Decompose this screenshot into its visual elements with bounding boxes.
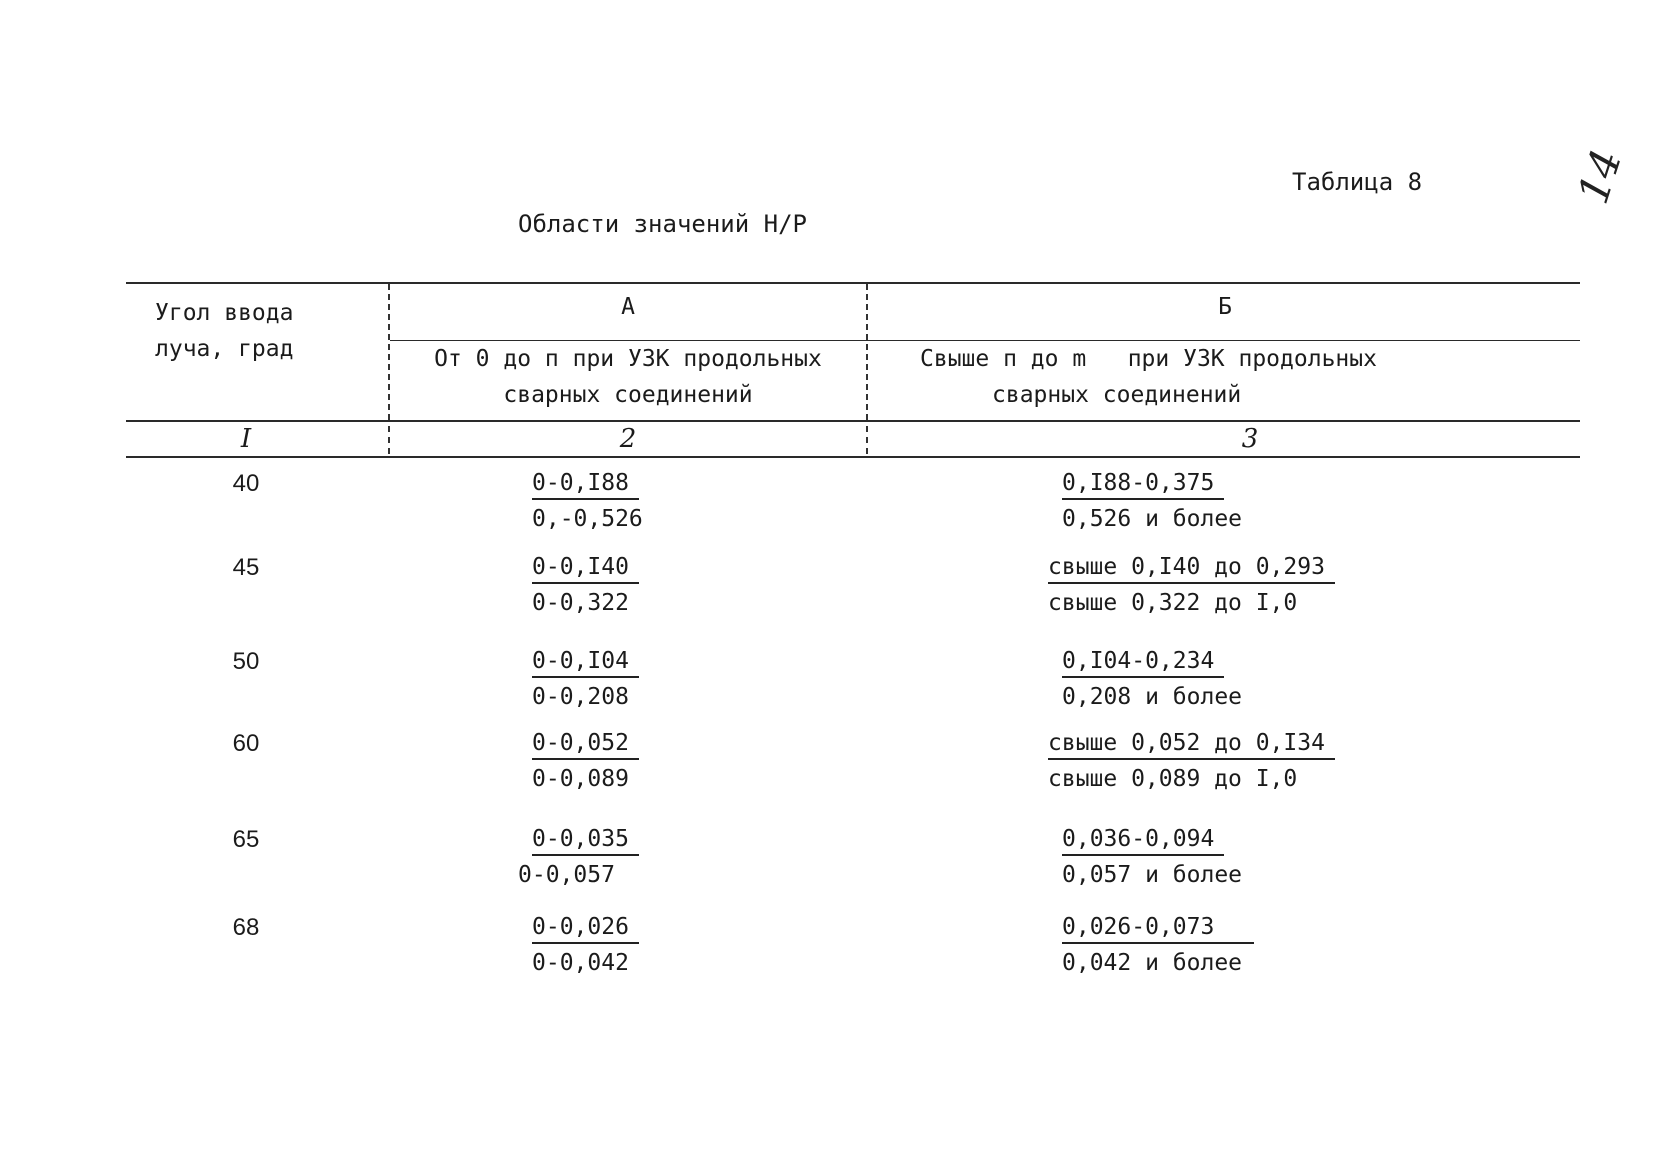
page-number: 14	[1568, 143, 1632, 210]
table-title: Области значений Н/Р	[518, 210, 807, 238]
range-b-cell	[1062, 914, 1254, 976]
column-number-1: I	[240, 424, 252, 454]
table-top-rule	[126, 282, 1580, 284]
range-b-numerator: свыше 0,052 до 0,I34	[1048, 730, 1335, 760]
header-col3-line1: Свыше п до m при УЗК продольных	[920, 346, 1377, 372]
range-b-denominator: 0,042 и более	[1062, 950, 1243, 976]
range-b-cell	[1048, 554, 1335, 616]
range-b-cell	[1062, 648, 1242, 710]
range-a-denominator: 0-0,042	[532, 950, 629, 976]
header-col2-line1: От 0 до п при УЗК продольных	[434, 346, 822, 372]
range-b-denominator: 0,057 и более	[1062, 862, 1243, 888]
range-a-numerator: 0-0,I04	[532, 648, 639, 678]
range-b-denominator: 0,208 и более	[1062, 684, 1243, 710]
table-label: Таблица 8	[1292, 168, 1423, 196]
range-a-cell	[518, 826, 639, 888]
header-col2-line2: сварных соединений	[503, 382, 753, 408]
range-a-numerator: 0-0,035	[532, 826, 639, 856]
header-bottom-rule	[126, 420, 1580, 422]
range-b-denominator: свыше 0,089 до I,0	[1048, 766, 1298, 792]
column-separator-2-numbers	[866, 426, 868, 454]
range-a-cell	[532, 554, 639, 616]
range-b-denominator: 0,526 и более	[1062, 506, 1243, 532]
range-b-denominator: свыше 0,322 до I,0	[1048, 590, 1298, 616]
range-a-denominator: 0,-0,526	[532, 506, 643, 532]
range-b-numerator: свыше 0,I40 до 0,293	[1048, 554, 1335, 584]
header-group-b: Б	[1218, 294, 1232, 320]
range-b-cell	[1062, 470, 1242, 532]
column-number-2: 2	[619, 424, 637, 454]
range-b-cell	[1048, 730, 1335, 792]
column-separator-2	[866, 284, 868, 420]
angle-cell: 50	[232, 648, 260, 675]
angle-cell: 45	[232, 554, 260, 581]
range-a-cell	[532, 648, 639, 710]
angle-cell: 60	[232, 730, 260, 757]
range-a-numerator: 0-0,052	[532, 730, 639, 760]
angle-cell: 68	[232, 914, 260, 941]
range-a-denominator: 0-0,208	[532, 684, 629, 710]
range-a-cell	[532, 730, 639, 792]
range-b-numerator: 0,I88-0,375	[1062, 470, 1224, 500]
range-a-denominator: 0-0,089	[532, 766, 629, 792]
range-b-numerator: 0,036-0,094	[1062, 826, 1224, 856]
range-b-cell	[1062, 826, 1242, 888]
range-a-numerator: 0-0,I88	[532, 470, 639, 500]
angle-cell: 65	[232, 826, 260, 853]
range-a-cell	[532, 914, 639, 976]
header-col3-line2: сварных соединений	[992, 382, 1242, 408]
angle-cell: 40	[232, 470, 260, 497]
column-number-rule	[126, 456, 1580, 458]
column-number-3: 3	[1241, 424, 1259, 454]
range-a-cell	[532, 470, 643, 532]
header-angle: Угол ввода луча, град	[155, 300, 294, 362]
range-b-numerator: 0,026-0,073	[1062, 914, 1254, 944]
range-a-numerator: 0-0,026	[532, 914, 639, 944]
group-header-rule	[390, 340, 1580, 341]
range-a-denominator: 0-0,322	[532, 590, 629, 616]
header-group-a: А	[621, 294, 635, 320]
range-a-denominator: 0-0,057	[518, 862, 615, 888]
range-a-numerator: 0-0,I40	[532, 554, 639, 584]
column-separator-1-numbers	[388, 426, 390, 454]
range-b-numerator: 0,I04-0,234	[1062, 648, 1224, 678]
column-separator-1	[388, 284, 390, 420]
